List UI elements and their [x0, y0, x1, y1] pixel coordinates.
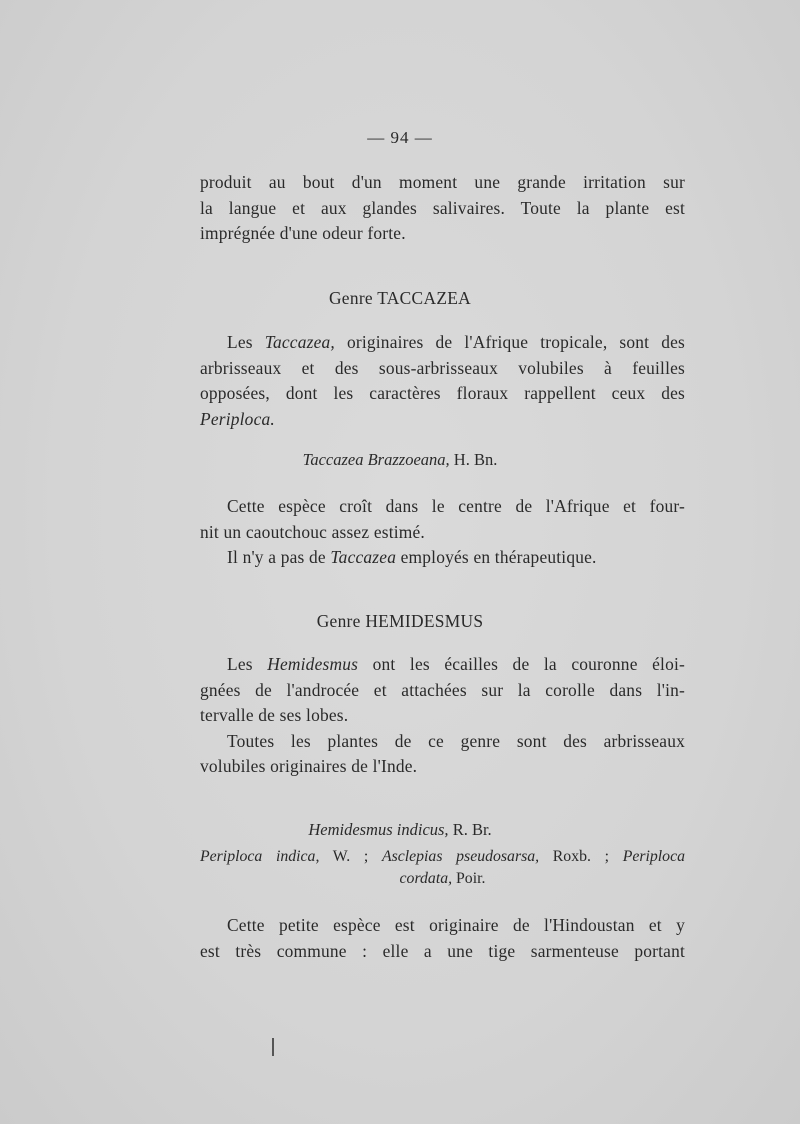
text-line: nit un caoutchouc assez estimé.	[200, 521, 425, 542]
text-line: Les Hemidesmus ont les écailles de la couronne éloi-	[227, 654, 685, 674]
text-line: arbrisseaux et des sous-arbrisseaux volubiles à feuilles	[200, 357, 685, 378]
paragraph-taccazea-description	[200, 330, 685, 432]
text-line: cordata, Poir.	[399, 870, 486, 887]
text-line: Periploca indica, W. ; Asclepias pseudosarsa, Roxb. ; Periploca	[200, 848, 685, 865]
page-number: — 94 —	[367, 128, 433, 147]
text-line: Cette petite espèce est originaire de l'Hindoustan et y	[227, 915, 685, 935]
text-line: volubiles originaires de l'Inde.	[200, 756, 418, 776]
paragraph-intro	[200, 170, 685, 247]
paragraph-taccazea-species	[200, 494, 685, 571]
text-line: est très commune : elle a une tige sarmenteuse portant	[200, 940, 685, 961]
genus-heading-taccazea: Genre TACCAZEA	[328, 288, 472, 308]
paragraph-hemidesmus-description	[200, 652, 685, 780]
text-line: opposées, dont les caractères floraux rappellent ceux des	[200, 383, 685, 403]
species-heading-hemidesmus-indicus: Hemidesmus indicus, R. Br.	[308, 820, 492, 839]
text-line: la langue et aux glandes salivaires. Toute la plante est	[200, 197, 685, 218]
text-line: gnées de l'androcée et attachées sur la corolle dans l'in-	[200, 679, 685, 700]
synonym-list	[200, 846, 685, 890]
text-line: Toutes les plantes de ce genre sont des arbrisseaux	[227, 730, 685, 751]
text-line: Cette espèce croît dans le centre de l'Afrique et four-	[227, 496, 685, 516]
text-line: Il n'y a pas de Taccazea employés en thérapeutique.	[227, 547, 597, 567]
text-line: imprégnée d'une odeur forte.	[200, 223, 406, 243]
text-line: produit au bout d'un moment une grande irritation sur	[200, 172, 685, 192]
text-line: Periploca.	[200, 408, 275, 429]
text-line: tervalle de ses lobes.	[200, 705, 349, 725]
print-blemish	[272, 1038, 274, 1056]
genus-heading-hemidesmus: Genre HEMIDESMUS	[316, 611, 484, 631]
species-heading-taccazea-brazzoeana: Taccazea Brazzoeana, H. Bn.	[302, 450, 498, 469]
paragraph-hemidesmus-species	[200, 913, 685, 964]
text-line: Les Taccazea, originaires de l'Afrique tropicale, sont des	[227, 332, 685, 352]
